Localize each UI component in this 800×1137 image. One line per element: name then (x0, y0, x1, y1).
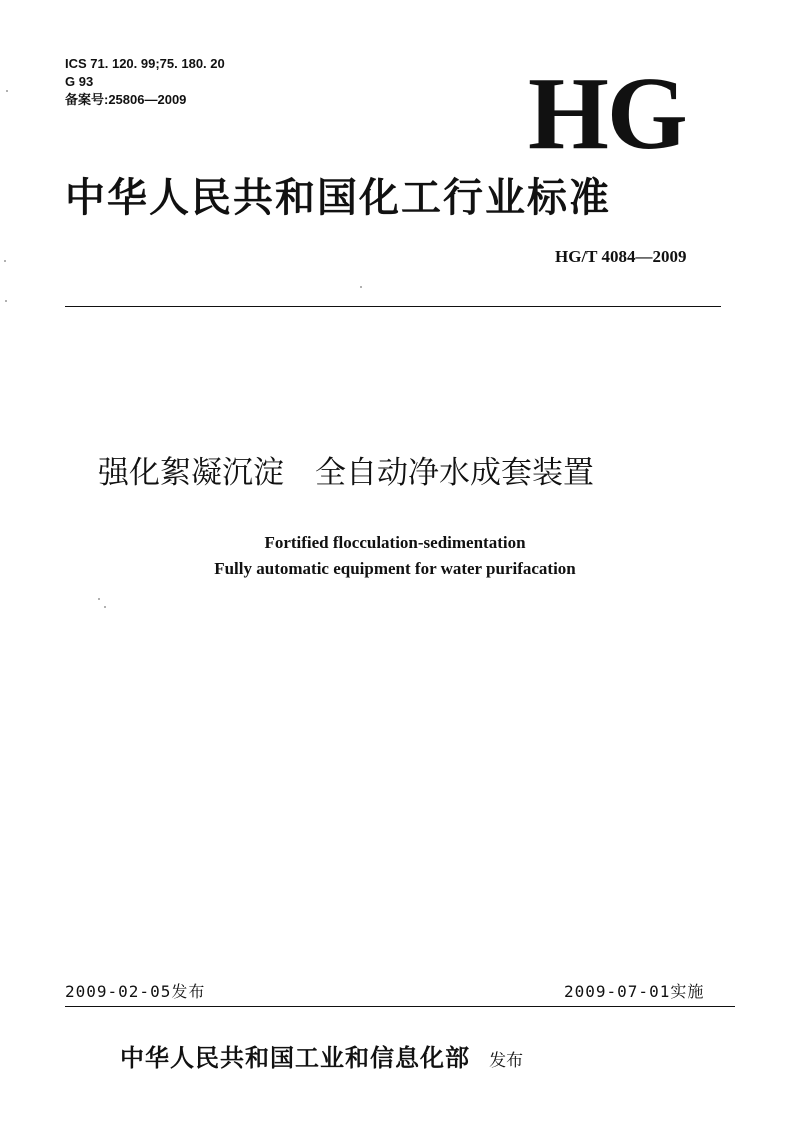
title-en-line-1: Fortified flocculation-sedimentation (264, 533, 526, 552)
scan-speck (4, 260, 6, 262)
metadata-block (65, 55, 225, 109)
implement-label: 实施 (670, 982, 705, 1001)
issuer-suffix: 发布 (489, 1051, 524, 1071)
record-number: 备案号:25806—2009 (65, 92, 187, 107)
title-en-line-2: Fully automatic equipment for water purifacation (214, 559, 576, 578)
category-title: 中华人民共和国化工行业标准 (65, 174, 611, 221)
publish-date: 2009-02-05 (65, 982, 172, 1001)
top-divider (65, 306, 721, 307)
scan-speck (6, 90, 8, 92)
implement-date: 2009-07-01 (564, 982, 671, 1001)
hg-logo: HG (528, 56, 686, 171)
publish-label: 发布 (171, 982, 206, 1001)
issuer-name: 中华人民共和国工业和信息化部 (120, 1043, 470, 1072)
classification-code: G 93 (65, 74, 94, 89)
implement-date-block (564, 984, 704, 1000)
bottom-divider (65, 1006, 735, 1007)
issuer-block (120, 1043, 524, 1072)
document-title-cn: 强化絮凝沉淀 全自动净水成套装置 (98, 455, 594, 491)
scan-speck (5, 300, 7, 302)
document-title-en (100, 530, 690, 582)
scan-speck (360, 286, 362, 288)
ics-code: ICS 71. 120. 99;75. 180. 20 (65, 56, 225, 71)
scan-speck (104, 606, 106, 608)
standard-number: HG/T 4084—2009 (555, 247, 687, 266)
publish-date-block (65, 984, 205, 1000)
scan-speck (98, 598, 100, 600)
